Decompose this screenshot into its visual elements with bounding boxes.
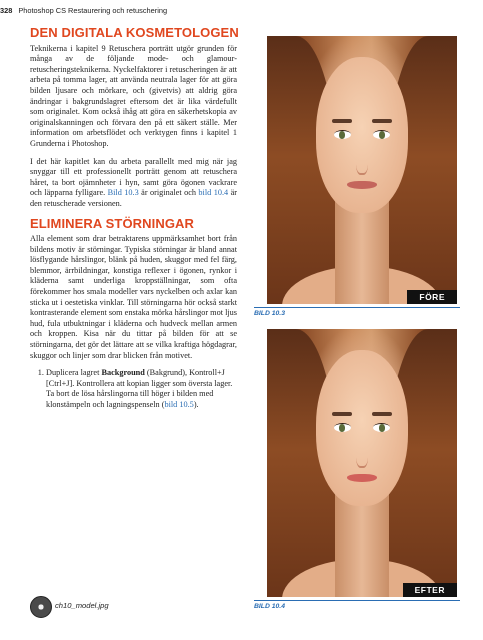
paragraph-chapter — [30, 157, 237, 210]
steps-list — [30, 368, 237, 410]
step-1-text-c: ). — [193, 400, 199, 409]
figure-ref-10-3[interactable]: Bild 10.3 — [107, 188, 139, 198]
neck — [335, 197, 388, 304]
paragraph-intro: Teknikerna i kapitel 9 Retuschera porträtt utgör grunden för många av de följande mode- och glamour-retuscheringsteknikerna. Nyckelfaktorer i retuscheringen är att arbeta på tomma lager, att använda neutrala lager för att göra bilden ljusare och mörkare, och (givetvis) att aldrig göra ändringar i bakgrundslagret eftersom det är lika värdefullt som originalet. Kom också ihåg att göra en säkerhetskopia av originalskanningen och förvara den på ett säkert ställe. Mer information om arbetsflödet och verktygen finns i kapitel 1 Grunderna i Photoshop. — [30, 43, 237, 148]
caption-bild-10-4: BILD 10.4 — [254, 600, 460, 613]
section-heading-storningar: ELIMINERA STÖRNINGAR — [30, 215, 195, 231]
step-1 — [46, 368, 237, 410]
neck — [335, 490, 388, 597]
running-header — [0, 6, 270, 20]
photo-after — [267, 329, 457, 597]
nose — [356, 442, 367, 468]
paragraph-chapter-end: är den retuscherade versionen. — [30, 188, 237, 208]
brow-left — [332, 412, 353, 416]
eye-left — [334, 423, 351, 432]
running-title: Photoshop CS Restaurering och retuschering — [18, 6, 168, 15]
caption-bild-10-3: BILD 10.3 — [254, 307, 460, 320]
photo-before — [267, 36, 457, 304]
section-heading-kosmetologen: DEN DIGITALA KOSMETOLOGEN — [30, 25, 239, 40]
text-column — [30, 25, 239, 411]
brow-right — [372, 119, 393, 123]
brow-left — [332, 119, 353, 123]
paragraph-chapter-text: I det här kapitlet kan du arbeta parallellt med mig när jag snyggar till ett professionellt porträtt genom att retuschera håret, ta bort ojämnheter i hyn, samt göra ögonen vackrare och läpparna fylligare. — [30, 156, 237, 198]
paragraph-chapter-mid: är originalet och — [141, 188, 196, 198]
face — [316, 350, 407, 505]
step-1-text-b: (Bakgrund), Kontroll+J [Ctrl+J]. Kontrollera att kopian ligger som översta lager. Ta bort de lösa hårslingorna till höger i bilden med klonstämpeln och lagningspenseln ( — [46, 368, 233, 409]
figure-ref-10-5[interactable]: bild 10.5 — [164, 400, 194, 409]
brow-right — [372, 412, 393, 416]
after-tag: EFTER — [403, 583, 457, 597]
eye-left — [334, 130, 351, 139]
step-1-bold: Background — [101, 368, 145, 378]
example-file-name: ch10_model.jpg — [55, 601, 109, 610]
page-number: 328 — [0, 6, 13, 15]
nose — [356, 149, 367, 175]
figure-ref-10-4[interactable]: bild 10.4 — [198, 188, 229, 198]
cd-disc-icon — [30, 596, 52, 618]
face — [316, 57, 407, 212]
before-tag: FÖRE — [407, 290, 457, 304]
step-1-text-a: Duplicera lagret — [46, 368, 100, 378]
paragraph-storningar: Alla element som drar betraktarens uppmärksamhet bort från bildens motiv är störningar. Typiska störningar är bland annat lösflygande hårslingor, blänk på huden, skuggor med fel färg, blemmor, ärrbildningar, konstiga reflexer i ögonen, rynkor i kläderna samt underliga kroppställningar, som ofta förekommer hos smala modeller vars nyckelben och axlar kan sticka ut i oestetiska vinklar. Till störningarna hör också starkt kontrasterande element som enstaka mörka hårslingor mot ljus hud, fula utbuktningar i kläderna och hudveck mellan armen och kroppen. Kisa när du tittar på bilden för att se störningarna, det gör det lättare att se vilka kraftiga högdagrar, skuggor och linjer som drar blicken från motivet. — [30, 234, 237, 360]
